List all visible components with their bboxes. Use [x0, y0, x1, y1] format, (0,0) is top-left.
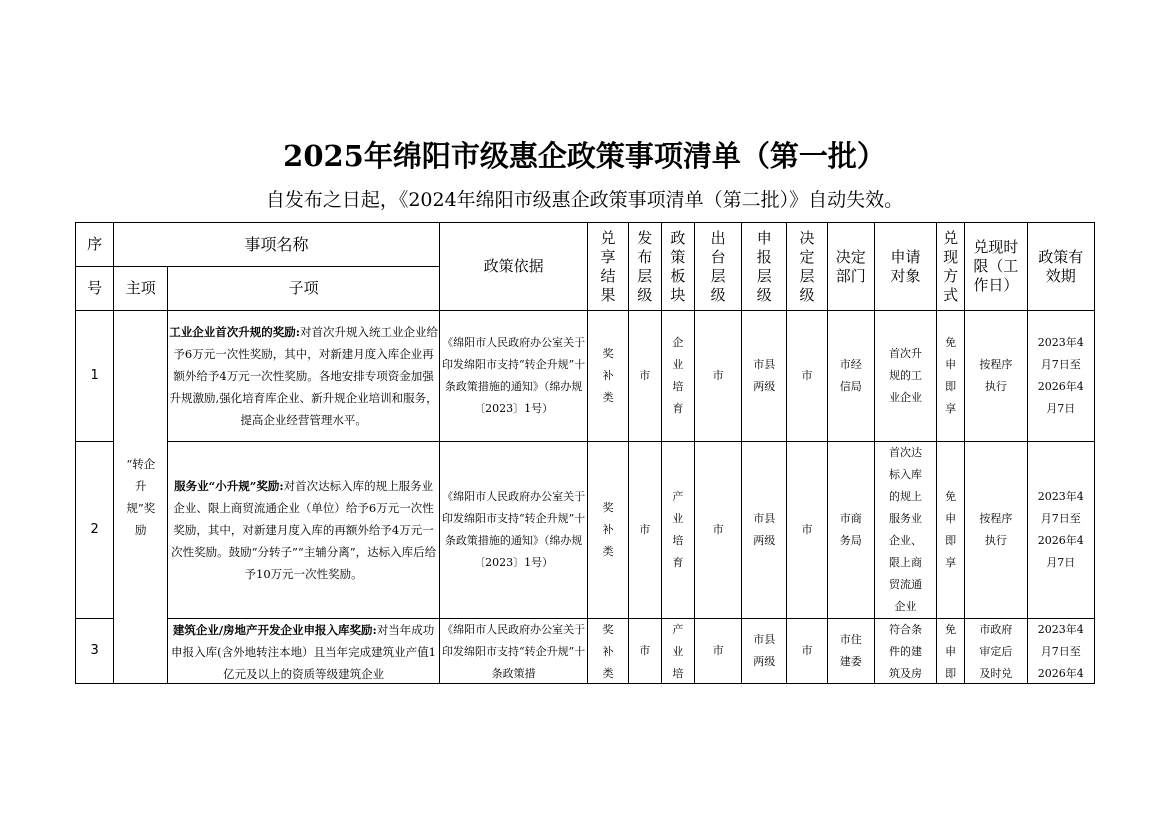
row-apply-level: 市县两级	[742, 442, 787, 619]
header-issue-level: 出台层级	[694, 223, 741, 311]
table-row	[76, 619, 1095, 684]
row-validity: 2023年4月7日至2026年4	[1027, 619, 1094, 684]
header-sub-item: 子项	[168, 267, 439, 311]
row-target: 首次升规的工业企业	[874, 311, 936, 442]
row-seq: 1	[76, 311, 114, 442]
row-sector: 企业培育	[661, 311, 694, 442]
header-validity: 政策有效期	[1027, 223, 1094, 311]
header-sector: 政策板块	[661, 223, 694, 311]
row-basis: 《绵阳市人民政府办公室关于印发绵阳市支持“转企升规”十条政策措	[439, 619, 588, 684]
row-issue-level: 市	[694, 619, 741, 684]
header-decide-dept: 决定部门	[827, 223, 874, 311]
document-title: 2025年绵阳市级惠企政策事项清单（第一批）	[283, 139, 886, 173]
row-sub-item	[168, 619, 439, 684]
header-apply-level: 申报层级	[742, 223, 787, 311]
header-time-limit: 兑现时限（工作日）	[965, 223, 1027, 311]
row-target: 符合条件的建筑及房	[874, 619, 936, 684]
row-method: 免申即	[937, 619, 965, 684]
row-publish-level: 市	[628, 442, 661, 619]
sub-item-text: 对首次达标入库的规上服务业企业、限上商贸流通企业（单位）给予6万元一次性奖励，其中，对新建月度入库的再额外给予4万元一次性奖励。鼓励“分转子”“主辅分离”，达标入库后给予10万元一次性奖励。	[171, 479, 437, 581]
row-decide-dept: 市商务局	[827, 442, 874, 619]
row-decide-level: 市	[787, 442, 827, 619]
table-row	[76, 442, 1095, 619]
sub-item-title: 服务业“小升规”奖励:	[174, 479, 284, 493]
row-target: 首次达标入库的规上服务业企业、限上商贸流通企业	[874, 442, 936, 619]
row-seq: 2	[76, 442, 114, 619]
row-publish-level: 市	[628, 311, 661, 442]
row-issue-level: 市	[694, 311, 741, 442]
row-decide-level: 市	[787, 619, 827, 684]
policy-table	[75, 222, 1095, 684]
row-issue-level: 市	[694, 442, 741, 619]
row-apply-level: 市县两级	[742, 619, 787, 684]
row-sub-item	[168, 311, 439, 442]
row-validity: 2023年4月7日至2026年4月7日	[1027, 311, 1094, 442]
row-publish-level: 市	[628, 619, 661, 684]
row-sector: 产业培	[661, 619, 694, 684]
row-decide-level: 市	[787, 311, 827, 442]
row-sector: 产业培育	[661, 442, 694, 619]
row-time-limit: 市政府审定后及时兑	[965, 619, 1027, 684]
header-result: 兑享结果	[588, 223, 628, 311]
row-result: 奖补类	[588, 619, 628, 684]
row-basis: 《绵阳市人民政府办公室关于印发绵阳市支持“转企升规”十条政策措施的通知》（绵办规〔2023〕1号）	[439, 311, 588, 442]
sub-item-text: 对当年成功申报入库(含外地转注本地）且当年完成建筑业产值1亿元及以上的资质等级建筑企业	[171, 623, 436, 681]
header-seq-top: 序	[76, 223, 114, 267]
sub-item-title: 工业企业首次升规的奖励:	[169, 325, 300, 339]
main-item-cell: “转企升规”奖励	[114, 311, 168, 684]
row-seq: 3	[76, 619, 114, 684]
header-row-1	[76, 223, 1095, 267]
row-apply-level: 市县两级	[742, 311, 787, 442]
row-method: 免申即享	[937, 442, 965, 619]
header-method: 兑现方式	[937, 223, 965, 311]
row-time-limit: 按程序执行	[965, 311, 1027, 442]
header-publish-level: 发布层级	[628, 223, 661, 311]
header-item-name: 事项名称	[114, 223, 440, 267]
document-subtitle: 自发布之日起，《2024年绵阳市级惠企政策事项清单（第二批）》自动失效。	[265, 189, 904, 211]
row-sub-item	[168, 442, 439, 619]
row-time-limit: 按程序执行	[965, 442, 1027, 619]
header-decide-level: 决定层级	[787, 223, 827, 311]
header-target: 申请对象	[874, 223, 936, 311]
row-result: 奖补类	[588, 311, 628, 442]
header-main-item: 主项	[114, 267, 168, 311]
header-basis: 政策依据	[439, 223, 588, 311]
sub-item-text: 对首次升规入统工业企业给予6万元一次性奖励，其中，对新建月度入库企业再额外给予4万元一次性奖励。各地安排专项资金加强升规激励,强化培育库企业、新升规企业培训和服务，提高企业经营管理水平。	[169, 325, 438, 427]
header-seq-bottom: 号	[76, 267, 114, 311]
row-decide-dept: 市住建委	[827, 619, 874, 684]
row-result: 奖补类	[588, 442, 628, 619]
row-basis: 《绵阳市人民政府办公室关于印发绵阳市支持“转企升规”十条政策措施的通知》（绵办规〔2023〕1号）	[439, 442, 588, 619]
row-method: 免申即享	[937, 311, 965, 442]
row-decide-dept: 市经信局	[827, 311, 874, 442]
sub-item-title: 建筑企业/房地产开发企业申报入库奖励:	[172, 623, 377, 637]
row-validity: 2023年4月7日至2026年4月7日	[1027, 442, 1094, 619]
table-row	[76, 311, 1095, 442]
